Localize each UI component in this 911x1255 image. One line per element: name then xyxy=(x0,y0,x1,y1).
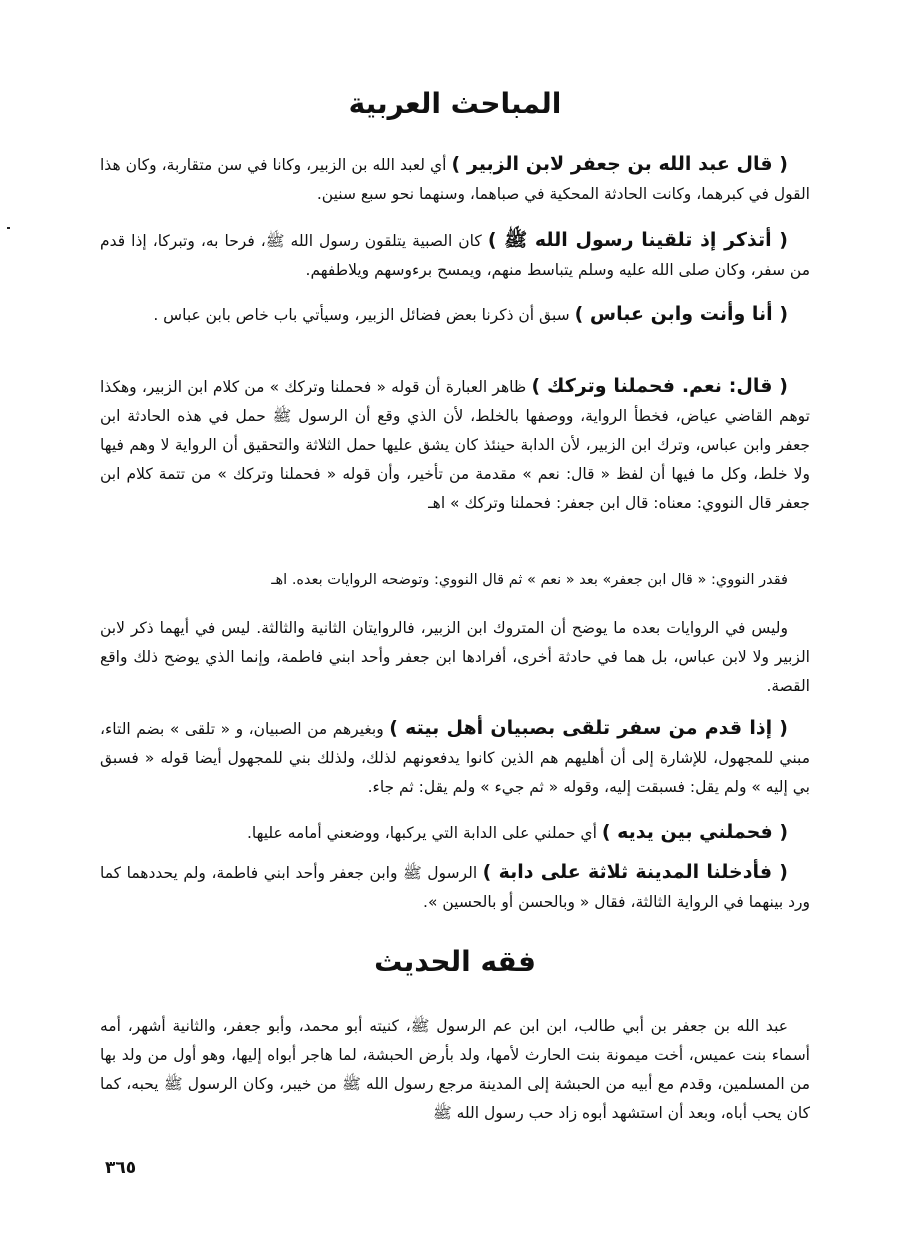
paragraph xyxy=(100,566,810,595)
paragraph xyxy=(100,372,810,518)
paragraph xyxy=(100,226,810,285)
commentary: وبغيرهم من الصبيان، و « تلقى » بضم التاء، مبني للمجهول، للإشارة إلى أن أهليهم هم الذين كانوا يدفعونهم لذلك، ولذلك بني للمجهول أيضا قوله « فسبق بي إليه » ولم يقل: فسبقت إليه، وقوله « ثم جيء » ولم يقل: ثم جاء. xyxy=(100,720,810,796)
paragraph xyxy=(100,714,810,802)
lemma: ( قال: نعم. فحملنا وتركك ) xyxy=(531,375,788,397)
commentary: عبد الله بن جعفر بن أبي طالب، ابن ابن عم الرسول ﷺ، كنيته أبو محمد، وأبو جعفر، والثانية أشهر، أمه أسماء بنت عميس، أخت ميمونة بنت الحارث لأمها، ولد بأرض الحبشة، لما هاجر أبواه إليها، وهو أول من ولد بها من المسلمين، وقدم مع أبيه من الحبشة إلى المدينة مرجع رسول الله ﷺ من خيبر، وكان الرسول ﷺ يحبه، كما كان يحب أباه، وبعد أن استشهد أبوه زاد حب رسول الله ﷺ xyxy=(100,1017,810,1122)
lemma: ( أنا وأنت وابن عباس ) xyxy=(574,303,788,325)
lemma: ( فأدخلنا المدينة ثلاثة على دابة ) xyxy=(482,861,788,883)
scan-artifact xyxy=(7,227,10,229)
commentary: وليس في الروايات بعده ما يوضح أن المتروك ابن الزبير، فالروايتان الثانية والثالثة. ليس في أيهما ذكر لابن الزبير ولا لابن عباس، بل هما في حادثة أخرى، أفرادها ابن جعفر وأحد ابني فاطمة، وإنما الذي يوضح ذلك واقع القصة. xyxy=(100,619,810,695)
section-title-hadith-jurisprudence: فقه الحديث xyxy=(374,945,536,978)
lemma: ( فحملني بين يديه ) xyxy=(601,821,788,843)
section-title-arabic-discussions: المباحث العربية xyxy=(348,87,562,120)
commentary: أي لعبد الله بن الزبير، وكانا في سن متقاربة، وكان هذا القول في كبرهما، وكانت الحادثة المحكية في صباهما، وسنهما نحو سبع سنين. xyxy=(100,156,810,203)
lemma: ( إذا قدم من سفر تلقى بصبيان أهل بيته ) xyxy=(389,717,788,739)
commentary: سبق أن ذكرنا بعض فضائل الزبير، وسيأتي باب خاص بابن عباس . xyxy=(153,306,575,324)
commentary: أي حملني على الدابة التي يركبها، ووضعني أمامه عليها. xyxy=(246,824,602,842)
commentary: كان الصبية يتلقون رسول الله ﷺ، فرحا به، وتبركا، إذا قدم من سفر، وكان صلى الله عليه وسلم يتباسط منهم، ويمسح برءوسهم ويلاطفهم. xyxy=(100,232,810,279)
paragraph xyxy=(100,614,810,701)
paragraph xyxy=(100,1012,810,1128)
paragraph xyxy=(100,300,810,330)
paragraph xyxy=(100,858,810,917)
commentary: ظاهر العبارة أن قوله « فحملنا وتركك » من كلام ابن الزبير، وهكذا توهم القاضي عياض، فخطأ الرواية، ووصفها بالخلط، لأن الذي وقع أن الرسول ﷺ حمل في هذه الحادثة ابن جعفر وابن عباس، وترك ابن الزبير، لأن الدابة حينئذ كان يشق عليها حمل الثلاثة والتحقيق أن الرواية لا وهم فيها ولا خلط، وكل ما فيها أن لفظ « قال: نعم » مقدمة من تأخير، وأن قوله « فحملنا وتركك » من تتمة كلام ابن جعفر قال النووي: معناه: قال ابن جعفر: فحملنا وتركك » اهـ xyxy=(100,378,810,512)
lemma: ( قال عبد الله بن جعفر لابن الزبير ) xyxy=(451,153,788,175)
lemma: ( أتذكر إذ تلقينا رسول الله ﷺ ) xyxy=(487,229,788,251)
paragraph xyxy=(100,818,810,848)
paragraph xyxy=(100,150,810,209)
commentary: الرسول ﷺ وابن جعفر وأحد ابني فاطمة، ولم يحددهما كما ورد بينهما في الرواية الثالثة، فقال « وبالحسن أو بالحسين ». xyxy=(100,864,810,911)
page-number: ٣٦٥ xyxy=(105,1158,137,1178)
commentary: فقدر النووي: « قال ابن جعفر» بعد « نعم » ثم قال النووي: وتوضحه الروايات بعده. اهـ xyxy=(271,572,788,588)
